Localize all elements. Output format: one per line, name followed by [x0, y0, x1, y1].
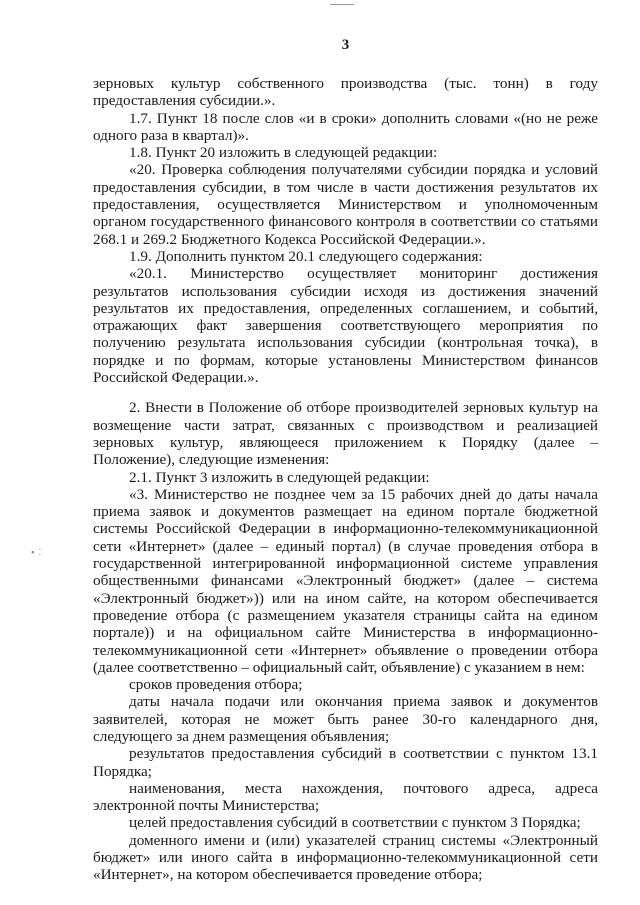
list-item: целей предоставления субсидий в соответствии с пунктом 3 Порядка; [129, 814, 581, 832]
page-number: 3 [341, 37, 350, 53]
paragraph-continuation: зерновых культур собственного производства (тыс. тонн) в году предоставления субсидии.». [93, 75, 598, 110]
list-item: сроков проведения отбора; [129, 676, 303, 694]
paragraph-clause-3: «3. Министерство не позднее чем за 15 рабочих дней до даты начала приема заявок и документов размещает на едином портале бюджетной системы Российской Федерации в информационно-телекоммуникационной сети «Интернет» (далее – единый портал) (в случае проведения отбора в государственной интегрированной информационной системе управления общественными финансами «Электронный бюджет» (далее – система «Электронный бюджет»)) или на ином сайте, на котором обеспечивается проведение отбора (с размещением указателя страницы сайта на едином портале)) и на официальном сайте Министерства в информационно-телекоммуникационной сети «Интернет» объявление о проведении отбора (далее соответственно – официальный сайт, объявление) с указанием в нем: [93, 485, 598, 676]
list-item: результатов предоставления субсидий в соответствии с пунктом 13.1 Порядка; [93, 745, 598, 780]
paragraph-1-9: 1.9. Дополнить пунктом 20.1 следующего содержания: [129, 247, 483, 265]
paragraph-1-8: 1.8. Пункт 20 изложить в следующей редакции: [129, 144, 438, 162]
paragraph-1-7: 1.7. Пункт 18 после слов «и в сроки» дополнить словами «(но не реже одного раза в квартал)». [93, 109, 598, 144]
paragraph-clause-20: «20. Проверка соблюдения получателями субсидии порядка и условий предоставления субсидии, в том числе в части достижения результатов их предоставления, осуществляется Министерством и уполномоченным органом государственного финансового контроля в соответствии со статьями 268.1 и 269.2 Бюджетного Кодекса Российской Федерации.». [93, 161, 598, 248]
list-item: наименования, места нахождения, почтового адреса, адреса электронной почты Министерства; [93, 779, 598, 815]
paragraph-2-1: 2.1. Пункт 3 изложить в следующей редакции: [129, 468, 430, 486]
paragraph-2: 2. Внести в Положение об отборе производителей зерновых культур на возмещение части затрат, связанных с производством и реализацией зерновых культур, являющееся приложением к Порядку (далее – Положение), следующие изменения: [93, 399, 598, 469]
scan-mark [330, 4, 354, 5]
margin-mark: ∙ ⁚ [30, 548, 42, 558]
list-item: доменного имени и (или) указателей страниц системы «Электронный бюджет» или иного сайта в информационно-телекоммуникационной сети «Интернет», на котором обеспечивается проведение отбора; [93, 831, 598, 884]
paragraph-clause-20-1: «20.1. Министерство осуществляет мониторинг достижения результатов использования субсидии исходя из достижения значений результатов их предоставления, определенных соглашением, и событий, отражающих факт завершения соответствующего мероприятия по получению результата использования субсидии (контрольная точка), в порядке и по формам, которые установлены Министерством финансов Российской Федерации.». [93, 265, 598, 387]
list-item: даты начала подачи или окончания приема заявок и документов заявителей, которая не может быть ранее 30-го календарного дня, следующего за днем размещения объявления; [93, 693, 598, 745]
document-body [93, 75, 598, 884]
